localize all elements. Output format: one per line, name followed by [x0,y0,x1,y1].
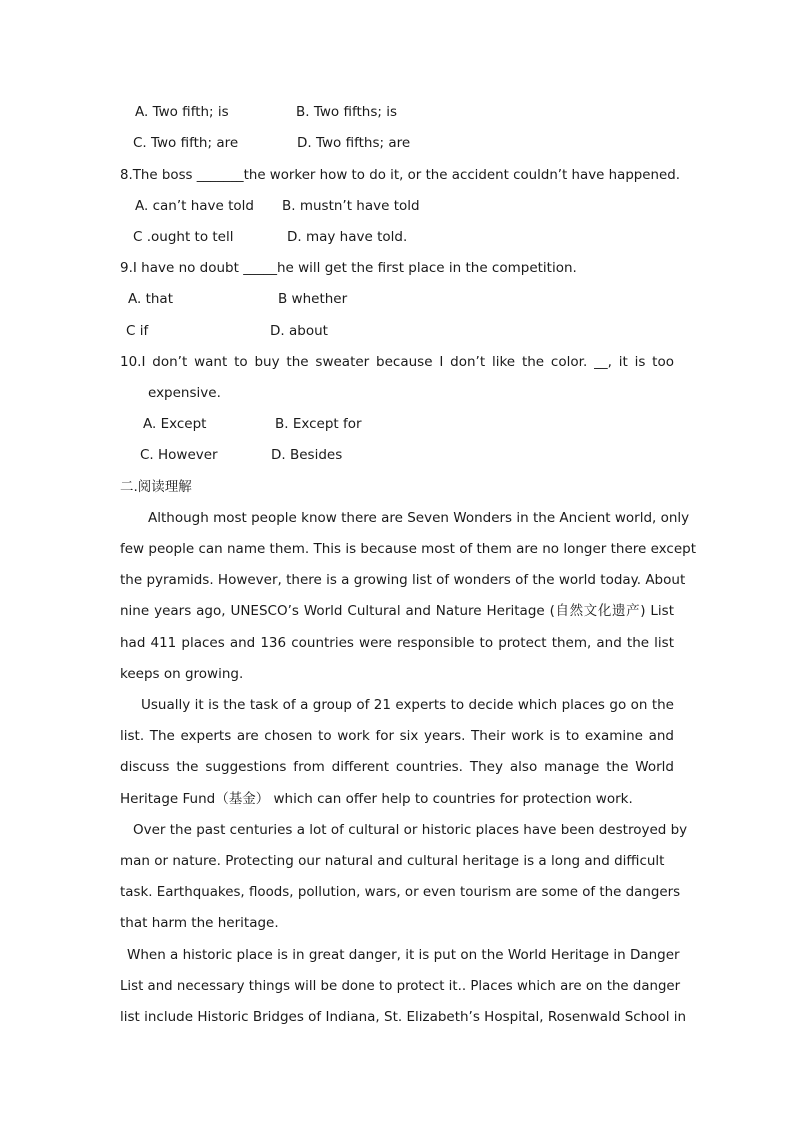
q9-option-d: D. about [270,323,328,339]
q9-option-b: B whether [278,291,348,307]
q8-option-d: D. may have told. [287,229,408,245]
q9-option-a: A. that [128,291,173,307]
passage-p3-line: that harm the heritage. [120,915,279,931]
passage-p1-line: nine years ago, UNESCO’s World Cultural and Nature Heritage (自然文化遗产) List [120,603,674,619]
q8-stem: 8.The boss _______the worker how to do it, or the accident couldn’t have happened. [120,167,680,183]
passage-p4-line: list include Historic Bridges of Indiana, St. Elizabeth’s Hospital, Rosenwald School in [120,1009,687,1025]
q8-option-b: B. mustn’t have told [282,198,420,214]
q9-option-c: C if [126,323,149,339]
q10-stem-line-2: expensive. [148,385,221,401]
q9-stem: 9.I have no doubt _____he will get the first place in the competition. [120,260,577,276]
passage-p1-line: the pyramids. However, there is a growing list of wonders of the world today. About [120,572,686,588]
passage-p4-line: When a historic place is in great danger, it is put on the World Heritage in Danger [127,947,680,963]
q7-option-a: A. Two fifth; is [135,104,229,120]
q8-option-c: C .ought to tell [133,229,234,245]
passage-p2-line: Usually it is the task of a group of 21 experts to decide which places go on the [141,697,674,713]
passage-p1-line: had 411 places and 136 countries were responsible to protect them, and the list [120,635,674,651]
passage-p2-line: Heritage Fund（基金） which can offer help to countries for protection work. [120,791,633,807]
passage-p3-line: task. Earthquakes, floods, pollution, wars, or even tourism are some of the dangers [120,884,681,900]
q8-option-a: A. can’t have told [135,198,254,214]
q7-option-c: C. Two fifth; are [133,135,239,151]
q10-option-d: D. Besides [271,447,343,463]
section-heading: 二.阅读理解 [120,479,192,495]
q10-option-c: C. However [140,447,218,463]
q10-option-b: B. Except for [275,416,362,432]
q7-option-b: B. Two fifths; is [296,104,397,120]
q7-option-d: D. Two fifths; are [297,135,411,151]
q10-option-a: A. Except [143,416,207,432]
passage-p3-line: Over the past centuries a lot of cultural or historic places have been destroyed by [133,822,688,838]
passage-p3-line: man or nature. Protecting our natural and cultural heritage is a long and difficult [120,853,665,869]
q10-stem-line-1: 10.I don’t want to buy the sweater because I don’t like the color. __, it is too [120,354,674,370]
passage-p1-line: Although most people know there are Seven Wonders in the Ancient world, only [148,510,690,526]
passage-p1-line: keeps on growing. [120,666,244,682]
passage-p2-line: discuss the suggestions from different countries. They also manage the World [120,759,674,775]
passage-p4-line: List and necessary things will be done to protect it.. Places which are on the danger [120,978,681,994]
passage-p2-line: list. The experts are chosen to work for six years. Their work is to examine and [120,728,674,744]
passage-p1-line: few people can name them. This is because most of them are no longer there except [120,541,697,557]
